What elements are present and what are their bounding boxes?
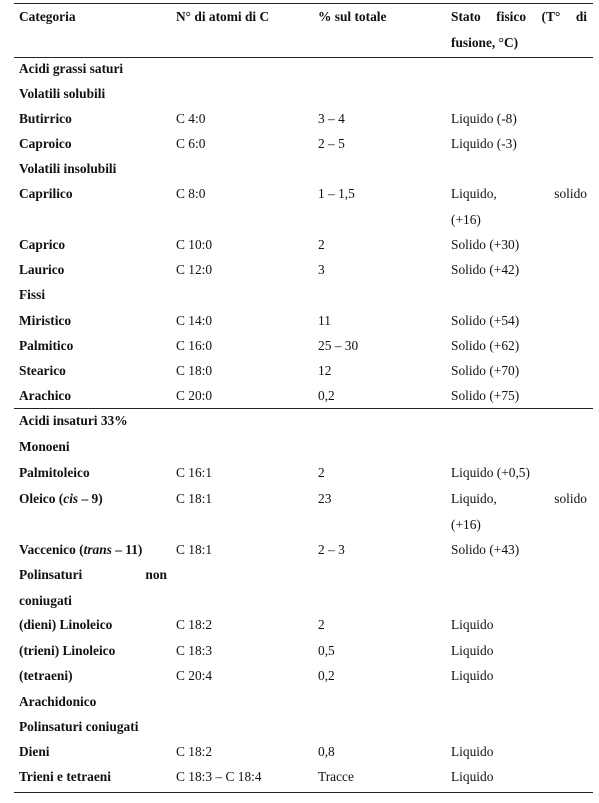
acid-name: Palmitoleico [19,465,90,480]
section-row [14,81,593,107]
carbon-atoms: C 6:0 [176,136,206,151]
acid-name: Butirrico [19,111,72,126]
percent-value: 23 [318,491,332,506]
header-carbon-atoms: N° di atomi di C [176,9,270,24]
physical-state: Liquido (-3) [451,136,517,151]
physical-state: Solido (+54) [451,313,520,328]
header-physical-state-line2: fusione, °C) [451,35,519,50]
acid-name: Dieni [19,744,50,759]
physical-state: Liquido [451,617,494,632]
physical-state: Liquido, solido [451,186,587,201]
acid-name: Stearico [19,363,66,378]
carbon-atoms: C 4:0 [176,111,206,126]
acid-name: Palmitico [19,338,74,353]
percent-value: 2 [318,465,325,480]
physical-state: Solido (+30) [451,237,520,252]
section-row [14,156,593,182]
section-label: Fissi [19,287,46,302]
table-row [14,612,593,638]
table-row [14,308,593,334]
percent-value: 3 – 4 [318,111,345,126]
table-row [14,739,593,765]
acid-name: Caprico [19,237,66,252]
acid-name: Caprilico [19,186,73,201]
percent-value: Tracce [318,769,354,784]
acid-name: Laurico [19,262,65,277]
percent-value: 2 – 3 [318,542,345,557]
section-label: Volatili solubili [19,86,106,101]
percent-value: 1 – 1,5 [318,186,355,201]
physical-state-cont: (+16) [451,517,481,532]
table-row [14,486,593,538]
physical-state: Solido (+70) [451,363,520,378]
carbon-atoms: C 20:4 [176,668,213,683]
physical-state: Liquido [451,643,494,658]
table-bottom-rule [14,792,593,793]
carbon-atoms: C 16:1 [176,465,213,480]
percent-value: 12 [318,363,332,378]
acid-name: Oleico (cis – 9) [19,491,103,506]
table-row [14,181,593,233]
section-row [14,56,593,82]
carbon-atoms: C 18:3 – C 18:4 [176,769,262,784]
percent-value: 0,5 [318,643,335,658]
physical-state: Liquido [451,744,494,759]
header-percent: % sul totale [318,9,387,24]
acid-name: Trieni e tetraeni [19,769,111,784]
section-label: Polinsaturi coniugati [19,719,139,734]
section-label: Acidi insaturi 33% [19,413,128,428]
carbon-atoms: C 18:0 [176,363,213,378]
acid-name: (tetraeni) [19,668,73,683]
physical-state: Solido (+62) [451,338,520,353]
section-row [14,434,593,460]
carbon-atoms: C 10:0 [176,237,213,252]
carbon-atoms: C 18:3 [176,643,213,658]
percent-value: 2 – 5 [318,136,345,151]
table-row [14,257,593,283]
physical-state-cont: (+16) [451,212,481,227]
acid-name: (trieni) Linoleico [19,643,116,658]
table-row [14,383,593,409]
acid-name: Vaccenico (trans – 11) [19,542,143,557]
percent-value: 2 [318,617,325,632]
section-row [14,562,593,614]
acid-name: Miristico [19,313,72,328]
carbon-atoms: C 20:0 [176,388,213,403]
table-row [14,232,593,258]
section-row [14,714,593,740]
section-label: Polinsaturi non [19,567,167,582]
physical-state: Liquido, solido [451,491,587,506]
carbon-atoms: C 18:1 [176,542,213,557]
percent-value: 25 – 30 [318,338,359,353]
physical-state: Liquido [451,668,494,683]
table-row [14,358,593,384]
percent-value: 2 [318,237,325,252]
section-row [14,282,593,308]
table-row [14,663,593,715]
acid-name: Caproico [19,136,72,151]
physical-state: Solido (+42) [451,262,520,277]
percent-value: 0,8 [318,744,335,759]
table-header-row [14,4,593,56]
percent-value: 3 [318,262,325,277]
section-label: Volatili insolubili [19,161,117,176]
section-label: Acidi grassi saturi [19,61,124,76]
table-row [14,638,593,664]
carbon-atoms: C 8:0 [176,186,206,201]
physical-state: Liquido (-8) [451,111,517,126]
table-row [14,764,593,790]
acid-name-cont: Arachidonico [19,694,97,709]
carbon-atoms: C 16:0 [176,338,213,353]
section-label-cont: coniugati [19,593,72,608]
table-row [14,131,593,157]
table-row [14,333,593,359]
carbon-atoms: C 12:0 [176,262,213,277]
physical-state: Liquido (+0,5) [451,465,530,480]
section-label: Monoeni [19,439,70,454]
section-row [14,408,593,434]
carbon-atoms: C 18:1 [176,491,213,506]
carbon-atoms: C 18:2 [176,744,213,759]
acid-name: (dieni) Linoleico [19,617,113,632]
header-category: Categoria [19,9,76,24]
physical-state: Solido (+43) [451,542,520,557]
table-row [14,106,593,132]
table-row [14,537,593,563]
acid-name: Arachico [19,388,72,403]
percent-value: 0,2 [318,668,335,683]
carbon-atoms: C 14:0 [176,313,213,328]
carbon-atoms: C 18:2 [176,617,213,632]
table-row [14,460,593,486]
header-physical-state-line1: Stato fisico (T° di [451,9,587,24]
percent-value: 0,2 [318,388,335,403]
physical-state: Liquido [451,769,494,784]
percent-value: 11 [318,313,331,328]
physical-state: Solido (+75) [451,388,520,403]
